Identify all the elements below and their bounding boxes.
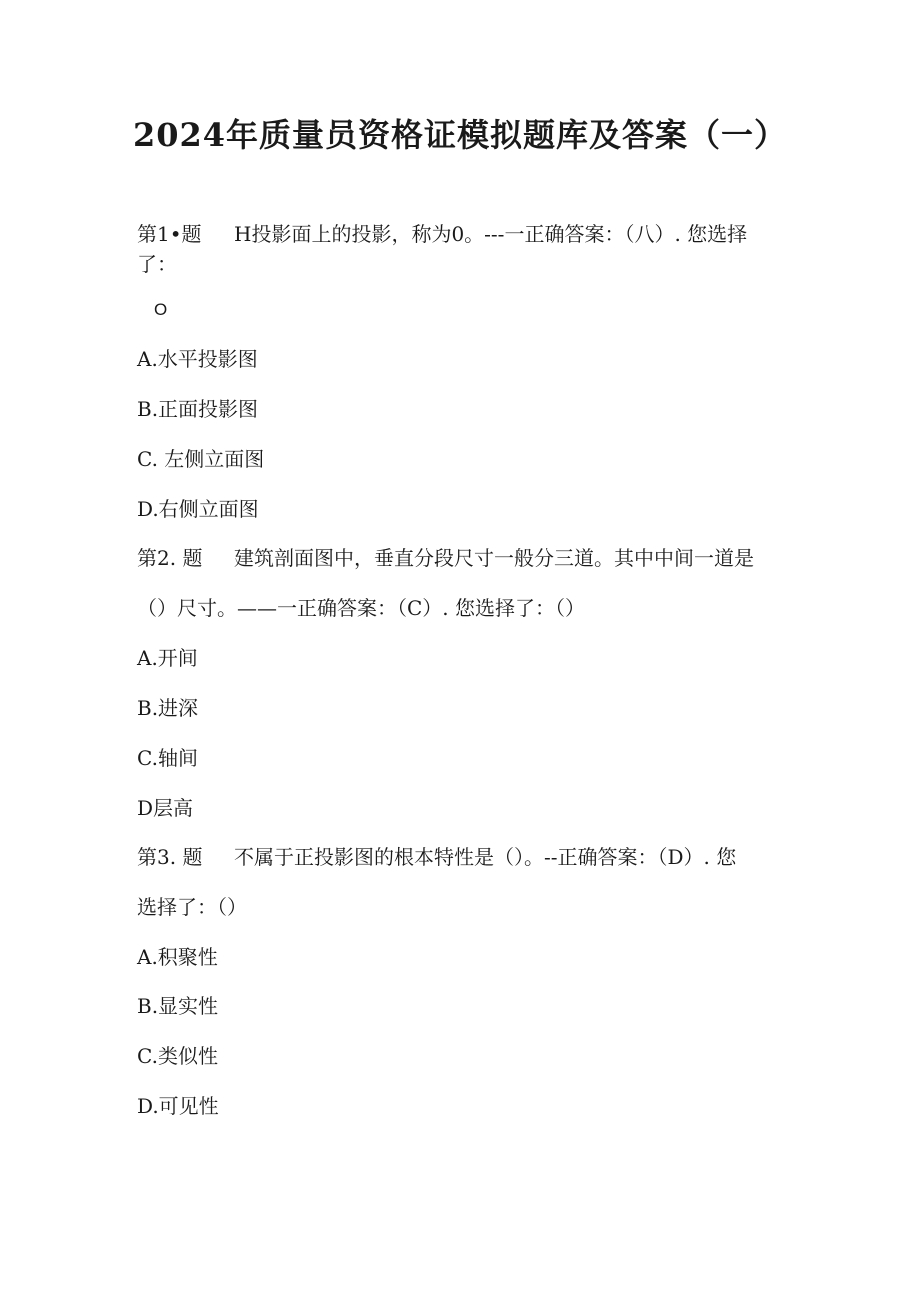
question-2-option-d: D层高	[137, 796, 194, 820]
question-3-line-2: 选择了：（）	[137, 895, 247, 919]
question-1-text: H投影面上的投影，称为0。---一正确答案：（八）. 您选择	[234, 222, 748, 246]
question-2-text: 建筑剖面图中，垂直分段尺寸一般分三道。其中中间一道是	[234, 546, 754, 570]
question-1-line-2: 了：	[137, 252, 177, 276]
question-1-option-b: B.正面投影图	[137, 397, 259, 421]
document-title: 2024年质量员资格证模拟题库及答案（一）	[132, 116, 788, 154]
question-1-option-a: A.水平投影图	[137, 347, 258, 371]
question-2-option-c: C.轴间	[137, 746, 198, 770]
question-2-option-a: A.开间	[137, 646, 198, 670]
question-1-number: 第1•题	[137, 222, 202, 246]
question-1-option-d: D.右侧立面图	[137, 497, 259, 521]
question-2-option-b: B.进深	[137, 696, 199, 720]
question-1-option-c: C. 左侧立面图	[137, 447, 265, 471]
question-3-option-d: D.可见性	[137, 1094, 219, 1118]
question-2-number: 第2. 题	[137, 546, 203, 570]
question-1-mark: O	[154, 300, 168, 319]
question-3-option-b: B.显实性	[137, 994, 219, 1018]
question-3-text: 不属于正投影图的根本特性是（）。--正确答案：（D）. 您	[234, 845, 737, 869]
question-2-line-2: （）尺寸。——一正确答案：（C）. 您选择了：（）	[137, 596, 586, 620]
question-3-number: 第3. 题	[137, 845, 203, 869]
question-3-option-c: C.类似性	[137, 1044, 218, 1068]
question-2-line-1	[137, 542, 754, 571]
question-3-option-a: A.积聚性	[137, 945, 218, 969]
question-3-line-1	[137, 841, 736, 870]
question-1-line-1	[137, 218, 747, 247]
